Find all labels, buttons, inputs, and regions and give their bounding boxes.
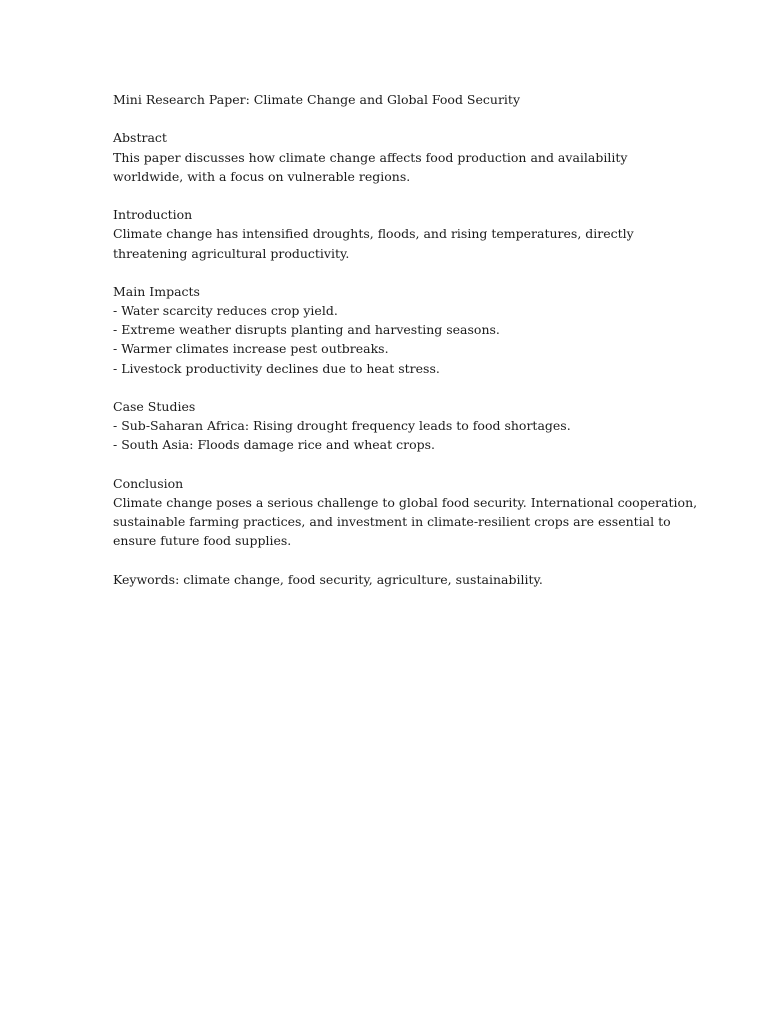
spacer xyxy=(113,109,673,128)
spacer xyxy=(113,378,673,397)
impact-item: - Warmer climates increase pest outbreaks. xyxy=(113,341,389,357)
conclusion-line: Climate change poses a serious challenge to global food security. International cooperation, xyxy=(113,494,698,510)
spacer xyxy=(113,551,673,570)
keywords-line: Keywords: climate change, food security, agriculture, sustainability. xyxy=(113,571,543,587)
introduction-line: Climate change has intensified droughts, floods, and rising temperatures, directly xyxy=(113,226,634,242)
main-impacts-heading: Main Impacts xyxy=(113,283,200,299)
document-title: Mini Research Paper: Climate Change and Global Food Security xyxy=(113,92,521,107)
impact-item: - Livestock productivity declines due to heat stress. xyxy=(113,360,440,376)
abstract-line: This paper discusses how climate change affects food production and availability xyxy=(113,149,628,165)
spacer xyxy=(113,455,673,474)
conclusion-heading: Conclusion xyxy=(113,475,184,491)
document-page xyxy=(113,90,698,589)
conclusion-line: sustainable farming practices, and investment in climate-resilient crops are essential to xyxy=(113,514,671,530)
case-study-item: - Sub-Saharan Africa: Rising drought frequency leads to food shortages. xyxy=(113,418,571,434)
case-study-item: - South Asia: Floods damage rice and wheat crops. xyxy=(113,437,436,453)
impact-item: - Extreme weather disrupts planting and harvesting seasons. xyxy=(113,322,500,338)
abstract-line: worldwide, with a focus on vulnerable regions. xyxy=(113,168,411,184)
conclusion-line: ensure future food supplies. xyxy=(113,533,292,549)
abstract-heading: Abstract xyxy=(113,130,167,146)
spacer xyxy=(113,186,673,205)
introduction-line: threatening agricultural productivity. xyxy=(113,245,350,261)
spacer xyxy=(113,263,673,282)
introduction-heading: Introduction xyxy=(113,207,193,223)
case-studies-heading: Case Studies xyxy=(113,399,196,414)
impact-item: - Water scarcity reduces crop yield. xyxy=(113,303,338,319)
